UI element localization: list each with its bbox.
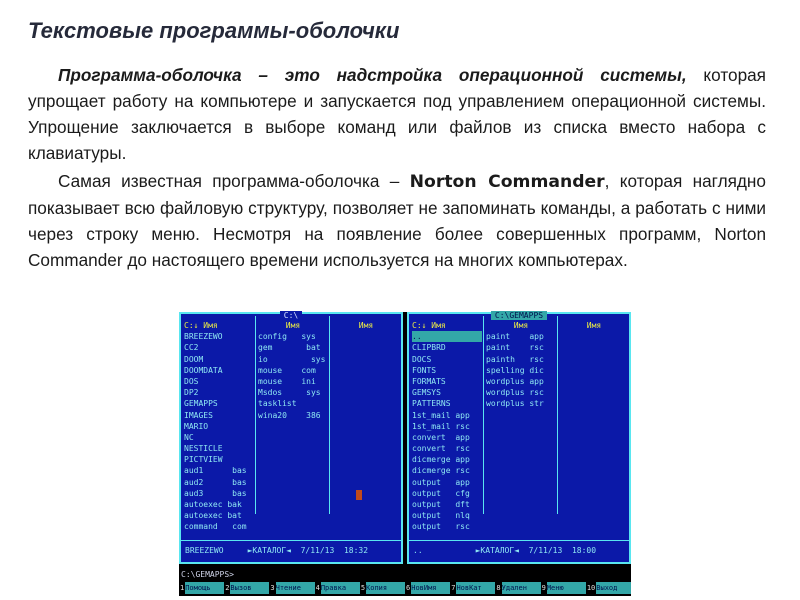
left-panel[interactable] (179, 312, 403, 564)
fkey-number: 7 (451, 584, 456, 592)
file-entry[interactable]: DOOM (184, 354, 204, 364)
fkey-9[interactable] (541, 582, 586, 594)
file-entry[interactable]: painth rsc (486, 354, 544, 364)
file-entry[interactable]: output cfg (412, 488, 470, 498)
fkey-label: Меню (547, 582, 586, 594)
file-entry[interactable]: DOCS (412, 354, 432, 364)
file-entry[interactable]: IMAGES (184, 410, 213, 420)
file-entry[interactable]: CLIPBRD (412, 343, 446, 353)
file-entry[interactable]: BREEZEWO (184, 332, 223, 342)
slide-title: Текстовые программы-оболочки (28, 18, 400, 43)
fkey-5[interactable] (360, 582, 405, 594)
file-entry[interactable]: PICTVIEW (184, 455, 223, 465)
file-entry[interactable]: wordplus rsc (486, 388, 544, 398)
fkey-8[interactable] (495, 582, 540, 594)
file-entry[interactable]: FORMATS (412, 376, 446, 386)
fkey-label: Копия (366, 582, 405, 594)
function-key-bar (179, 582, 631, 594)
file-entry[interactable]: aud2 bas (184, 477, 247, 487)
left-panel-status: BREEZEWO ►КАТАЛОГ◄ 7/11/13 18:32 (185, 546, 369, 555)
file-entry[interactable]: paint rsc (486, 343, 544, 353)
norton-commander-screenshot (179, 312, 631, 596)
file-entry[interactable]: GEMAPPS (184, 399, 218, 409)
fkey-4[interactable] (315, 582, 360, 594)
file-entry[interactable]: DOOMDATA (184, 365, 223, 375)
command-line[interactable]: C:\GEMAPPS> (181, 570, 234, 579)
file-entry[interactable]: NESTICLE (184, 444, 223, 454)
column-header: Имя (586, 321, 602, 330)
definition-term: Программа-оболочка – это надстройка операционной системы, (58, 65, 687, 85)
right-panel-column-1 (412, 320, 482, 533)
file-entry[interactable]: aud1 bas (184, 466, 247, 476)
file-entry[interactable]: output dft (412, 500, 470, 510)
left-panel-column-2 (258, 320, 328, 421)
fkey-label: НовКат (456, 582, 495, 594)
file-entry[interactable]: 1st_mail app (412, 410, 470, 420)
file-entry[interactable]: .. (412, 331, 482, 342)
file-entry[interactable]: GEMSYS (412, 388, 441, 398)
fkey-label: Чтение (276, 582, 315, 594)
fkey-number: 9 (541, 584, 546, 592)
file-entry[interactable]: PATTERNS (412, 399, 451, 409)
file-entry[interactable]: FONTS (412, 365, 437, 375)
file-entry[interactable]: wordplus str (486, 399, 544, 409)
fkey-6[interactable] (405, 582, 450, 594)
file-entry[interactable]: output app (412, 477, 470, 487)
norton-intro: Самая известная программа-оболочка – (58, 171, 410, 191)
file-entry[interactable]: mouse com (258, 365, 316, 375)
fkey-number: 3 (270, 584, 275, 592)
file-entry[interactable]: mouse ini (258, 376, 316, 386)
fkey-label: Выход (596, 582, 631, 594)
file-entry[interactable]: config sys (258, 332, 316, 342)
fkey-7[interactable] (450, 582, 495, 594)
fkey-label: Правка (321, 582, 360, 594)
file-entry[interactable]: gem bat (258, 343, 321, 353)
file-entry[interactable]: wina20 386 (258, 410, 321, 420)
right-panel[interactable] (407, 312, 631, 564)
fkey-number: 5 (360, 584, 366, 592)
file-entry[interactable]: Msdos sys (258, 388, 321, 398)
file-entry[interactable]: io sys (258, 354, 326, 364)
file-entry[interactable]: output nlq (412, 511, 470, 521)
file-entry[interactable]: command com (184, 522, 247, 532)
left-panel-path: C:\ (280, 311, 302, 320)
fkey-number: 8 (496, 584, 501, 592)
file-entry[interactable]: output rsc (412, 522, 470, 532)
file-entry[interactable]: 1st_mail rsc (412, 421, 470, 431)
fkey-label: Вызов (230, 582, 269, 594)
file-entry[interactable]: autoexec bak (184, 500, 242, 510)
fkey-number: 1 (180, 584, 185, 592)
column-header: Имя (513, 321, 529, 330)
norton-name: Norton Commander (409, 172, 605, 192)
fkey-10[interactable] (586, 582, 631, 594)
fkey-number: 4 (315, 584, 320, 592)
file-entry[interactable]: wordplus app (486, 376, 544, 386)
definition-text: которая упрощает работу на компьютере и запускается под управлением операционной системы. Упрощение заключается в выборе команд или файлов из списка вместо набора с клавиатуры. (28, 65, 766, 163)
file-entry[interactable]: DOS (184, 376, 199, 386)
file-entry[interactable]: spelling dic (486, 365, 544, 375)
file-entry[interactable]: CC2 (184, 343, 199, 353)
right-panel-path: C:\GEMAPPS (491, 311, 547, 320)
column-header: C:↓ Имя (412, 321, 446, 330)
column-header: Имя (358, 321, 374, 330)
file-entry[interactable]: autoexec bat (184, 511, 242, 521)
right-panel-status: .. ►КАТАЛОГ◄ 7/11/13 18:00 (413, 546, 597, 555)
file-entry[interactable]: convert app (412, 432, 470, 442)
file-entry[interactable]: dicmerge app (412, 455, 470, 465)
fkey-3[interactable] (269, 582, 314, 594)
fkey-1[interactable] (179, 582, 224, 594)
file-entry[interactable]: DP2 (184, 388, 199, 398)
left-panel-column-1 (184, 320, 254, 533)
paragraph-definition (28, 62, 766, 166)
file-entry[interactable]: paint app (486, 332, 544, 342)
fkey-label: Помощь (185, 582, 224, 594)
right-panel-column-2 (486, 320, 556, 410)
paragraph-norton (28, 168, 766, 273)
fkey-2[interactable] (224, 582, 269, 594)
fkey-label: НовИмя (411, 582, 450, 594)
fkey-number: 10 (586, 584, 596, 592)
file-entry[interactable]: tasklist (258, 399, 297, 409)
column-header: Имя (285, 321, 301, 330)
fkey-number: 6 (406, 584, 411, 592)
file-entry[interactable]: dicmerge rsc (412, 466, 470, 476)
left-panel-column-3 (332, 320, 400, 331)
file-entry[interactable]: NC (184, 432, 194, 442)
panel-cursor-marker (356, 490, 362, 500)
file-entry[interactable]: MARIO (184, 421, 209, 431)
norton-text: , которая наглядно показывает всю файловую структуру, позволяет не запоминать команды, а работать с ними через строку меню. Несмотря на появление более совершенных программ, Norton Commander до настоящего времени используется на многих компьютерах. (28, 171, 766, 270)
fkey-label: Удален (502, 582, 541, 594)
fkey-number: 2 (225, 584, 230, 592)
file-entry[interactable]: aud3 bas (184, 488, 247, 498)
column-header: C:↓ Имя (184, 321, 218, 330)
right-panel-column-3 (560, 320, 628, 331)
file-entry[interactable]: convert rsc (412, 444, 470, 454)
